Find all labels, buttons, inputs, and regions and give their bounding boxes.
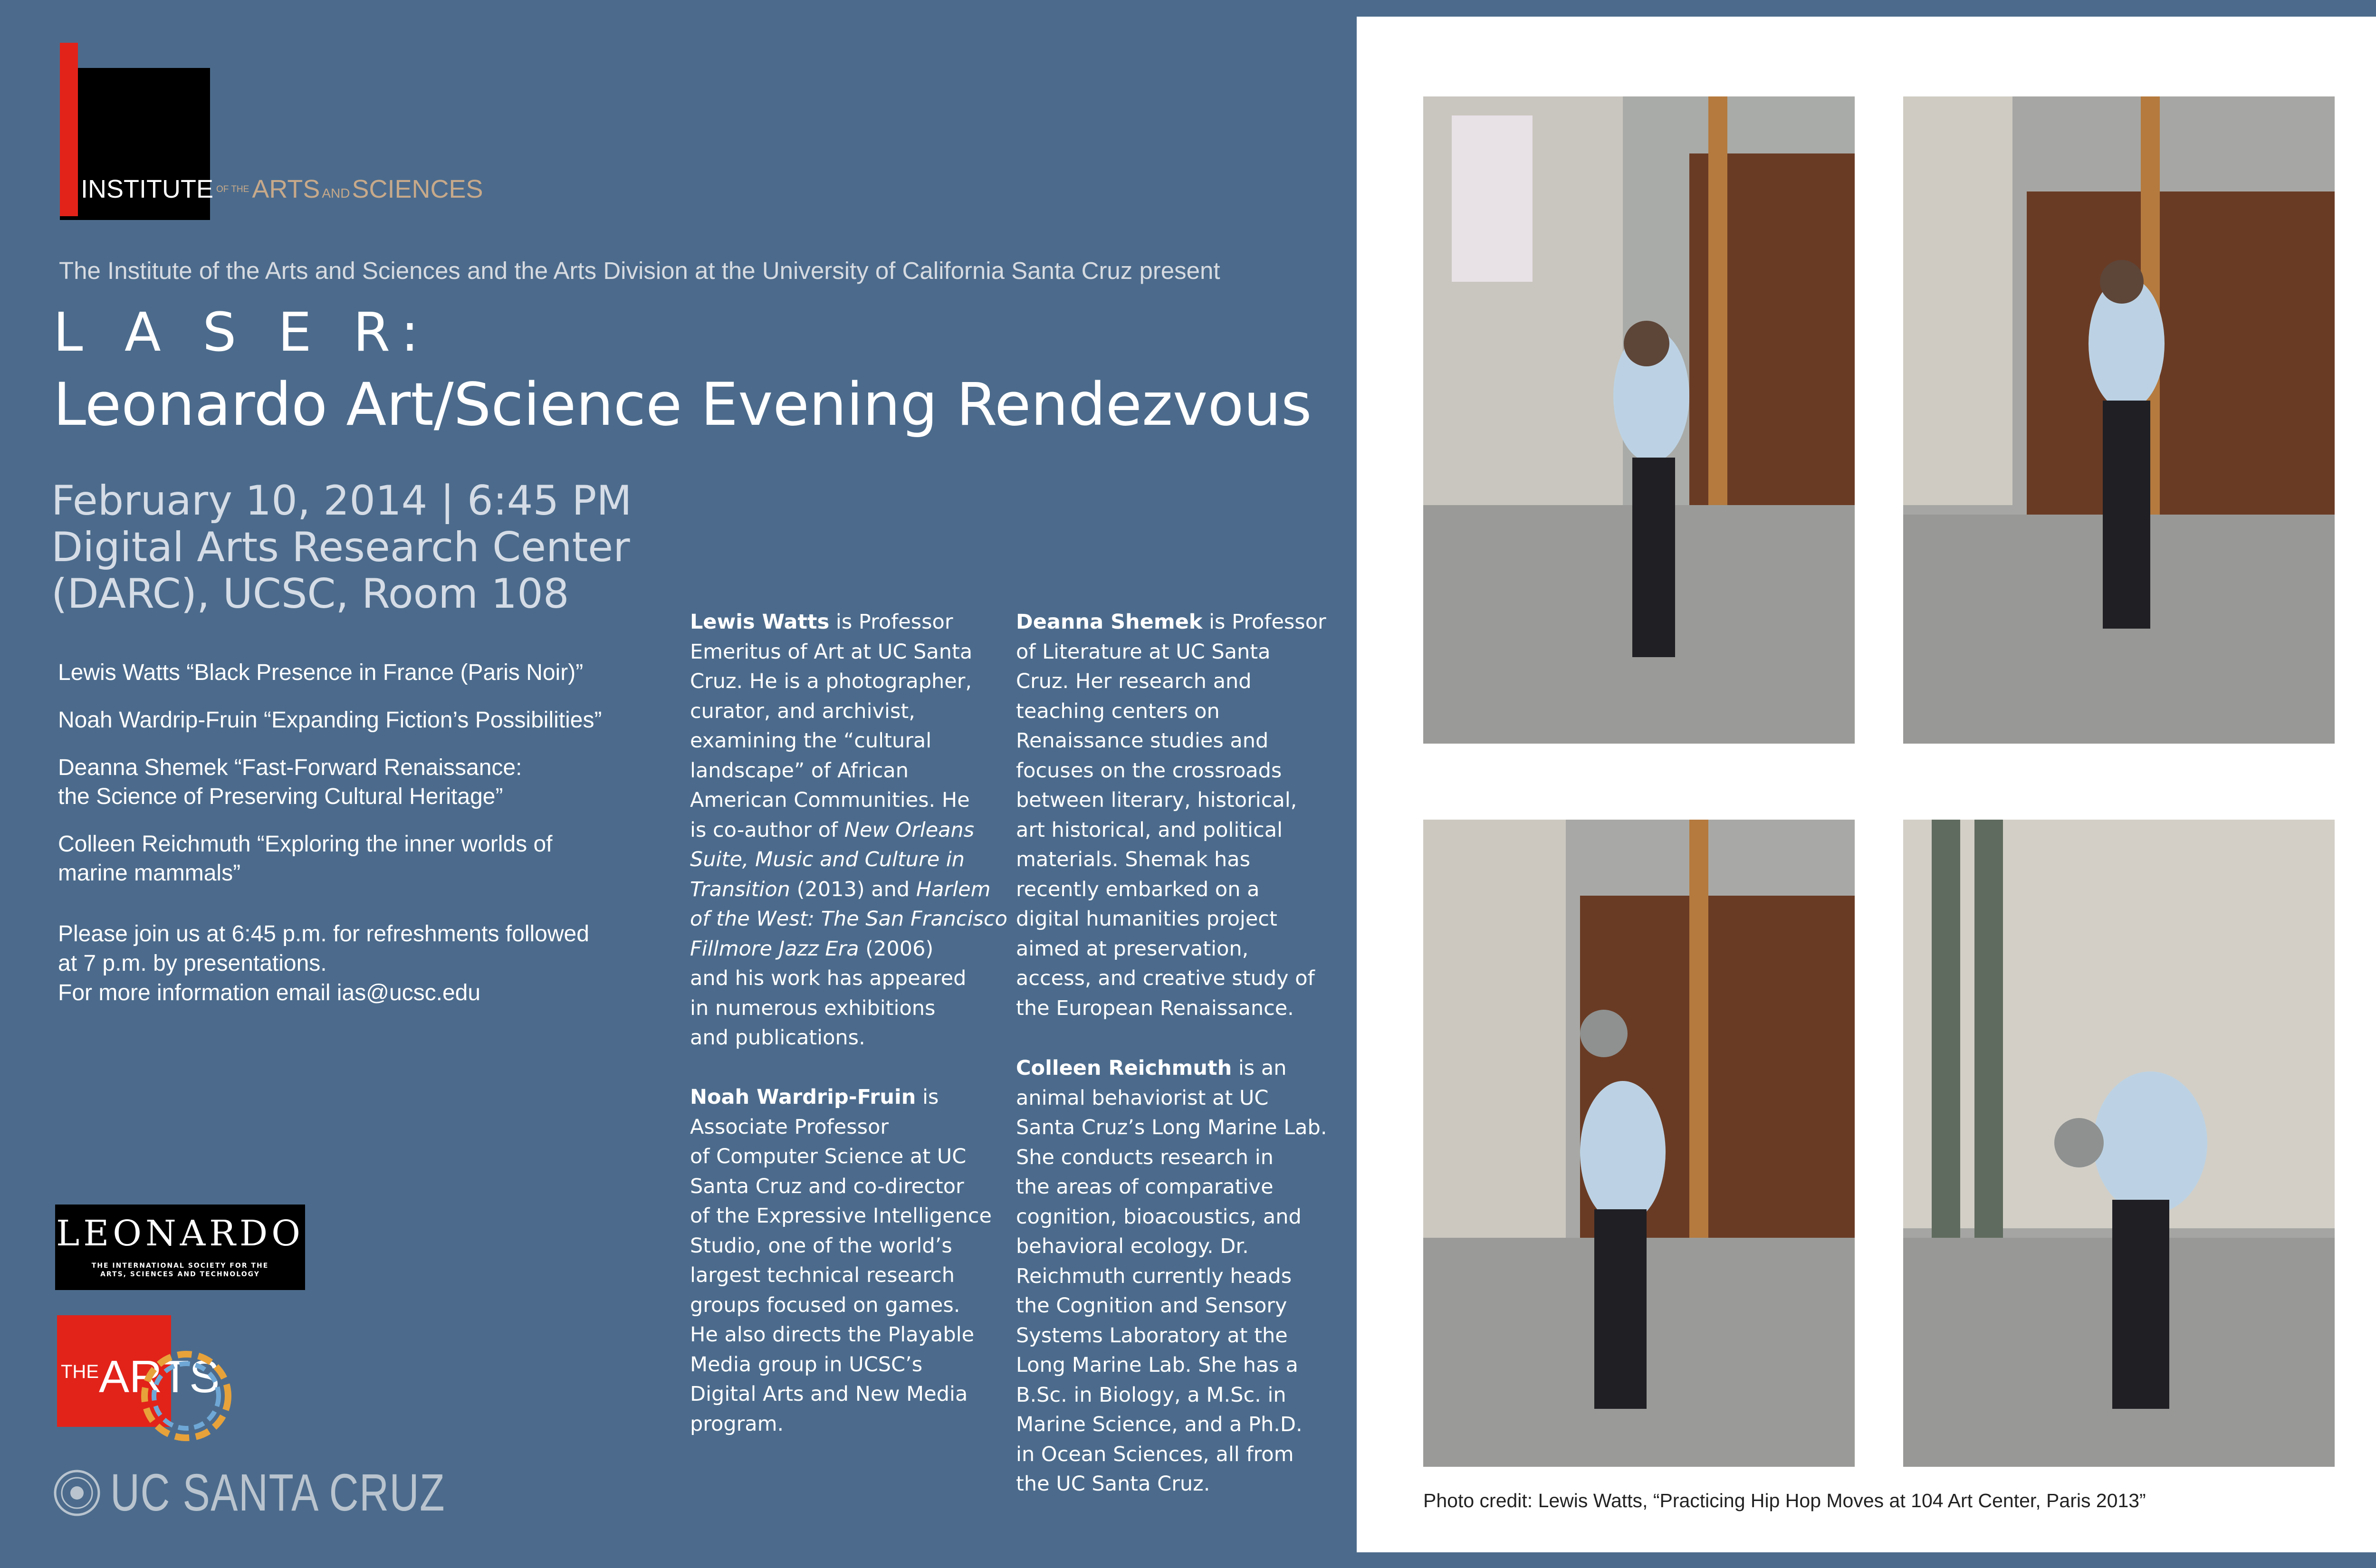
event-info [51,478,632,617]
poster: INSTITUTE OF THE ARTS ANDSCIENCES The Institute of the Arts and Sciences and the Arts Division at the University of California Santa Cruz present L A S E R: Leonardo Art/Science Evening Rendezvous February 10, 2014 | 6:45 PM Digital Arts Research Center (DARC), UCSC, Room 108 Lewis Watts “Black Presence in France (Paris Noir)” Noah Wardrip-Fruin “Expanding Fiction’s Possibilities” Deanna Shemek “Fast-Forward Renaissance: the Science of Preserving Cultural Heritage” Colleen Reichmuth “Exploring the inner worlds of marine mammals” Please join us at 6:45 p.m. for refreshments followed at 7 p.m. by presentations. For more information email ias@ucsc.edu Lewis Watts is Professor Emeritus of Art at UC Santa Cruz. He is a photographer, curator, and archivist, examining the “cultural landscape” of African American Communities. He is co-author of New Orleans Suite, Music and Culture in Transition (2013) and Harlem of the West: The San Francisco Fillmore Jazz Era (2006) and his work has appeared in numerous exhibitions and publications. Noah Wardrip-Fruin is Associate Professor of Computer Science at UC Santa Cruz and co-director of the Expressive Intelligence Studio, one of the world’s largest technical research groups focused on games. He also directs the Playable Media group in UCSC’s Digital Arts and New Media program. Deanna Shemek is Professor of Literature at UC Santa Cruz. Her research and teaching centers on Renaissance studies and focuses on the crossroads between literary, historical, art historical, and political materials. Shemak has recently embarked on a digital humanities project aimed at preservation, access, and creative study of the European Renaissance. Colleen Reichmuth is an animal behaviorist at UC Santa Cruz’s Long Marine Lab. She conducts research in the areas of comparative cognition, bioacoustics, and behavioral ecology. Dr. Reichmuth currently heads the Cognition and Sensory Systems Laboratory at the Long Marine Lab. She has a B.Sc. in Biology, a M.Sc. in Marine Science, and a Ph.D. in Ocean Sciences, all from the UC Santa Cruz. LEONARDO THE INTERNATIONAL SOCIETY FOR THE ARTS, SCIENCES AND TECHNOLOGY $^{THE}$ARTS UC SANTA CRUZ Photo credit: Lewis Watts, “Practicing Hip Hop Moves at 104 Art Center, Paris 2013” [0,0,2376,1568]
presenter-line: The Institute of the Arts and Sciences and the Arts Division at the University of California Santa Cruz present [59,257,1220,284]
talk-reichmuth: Colleen Reichmuth “Exploring the inner worlds of marine mammals” [58,832,553,886]
talk-wardrip-fruin: Noah Wardrip-Fruin “Expanding Fiction’s Possibilities” [58,708,602,733]
leonardo-logo: LEONARDO THE INTERNATIONAL SOCIETY FOR THE ARTS, SCIENCES AND TECHNOLOGY [55,1205,305,1290]
photo-dancer-3 [1423,820,1855,1467]
contact-email-line: For more information email ias@ucsc.edu [58,980,481,1005]
photo-dancer-1 [1423,96,1855,744]
the-arts-logo: $^{THE}$ARTS [57,1315,171,1427]
event-date-time: February 10, 2014 | 6:45 PM [51,477,632,525]
ias-logo-wordmark: INSTITUTE OF THE ARTS ANDSCIENCES [81,175,483,203]
photo-dancer-2 [1903,96,2335,744]
talk-shemek: Deanna Shemek “Fast-Forward Renaissance: the Science of Preserving Cultural Heritage” [58,755,522,809]
bio-lewis-watts: Lewis Watts is Professor Emeritus of Art at UC Santa Cruz. He is a photographer, curator, and archivist, examining the “cultural landscape” of African American Communities. He is co-author of New Orleans Suite, Music and Culture in Transition (2013) and Harlem of the West: The San Francisco Fillmore Jazz Era (2006) and his work has appeared in numerous exhibitions and publications. [690,610,1007,1050]
ias-logo-red-bar [60,43,78,216]
leonardo-tagline: THE INTERNATIONAL SOCIETY FOR THE ARTS, SCIENCES AND TECHNOLOGY [91,1262,269,1278]
photo-panel [1357,17,2376,1552]
photo-dancer-4 [1903,820,2335,1467]
event-venue-line2: (DARC), UCSC, Room 108 [51,570,569,618]
bio-colleen-reichmuth: Colleen Reichmuth is an animal behaviorist at UC Santa Cruz’s Long Marine Lab. She conducts research in the areas of comparative cognition, bioacoustics, and behavioral ecology. Dr. Reichmuth currently heads the Cognition and Sensory Systems Laboratory at the Long Marine Lab. She has a B.Sc. in Biology, a M.Sc. in Marine Science, and a Ph.D. in Ocean Sciences, all from the UC Santa Cruz. [1016,1056,1327,1496]
title-laser: L A S E R: [53,302,431,363]
title-subtitle: Leonardo Art/Science Evening Rendezvous [53,371,1312,439]
talk-watts: Lewis Watts “Black Presence in France (Paris Noir)” [58,660,584,685]
join-info: Please join us at 6:45 p.m. for refreshments followed at 7 p.m. by presentations. For more information email ias@ucsc.edu [58,919,589,1008]
event-venue-line1: Digital Arts Research Center [51,524,630,571]
bio-noah-wardrip-fruin: Noah Wardrip-Fruin is Associate Professor of Computer Science at UC Santa Cruz and co-director of the Expressive Intelligence Studio, one of the world’s largest technical research groups focused on games. He also directs the Playable Media group in UCSC’s Digital Arts and New Media program. [690,1085,992,1436]
ucsc-seal-icon [53,1469,101,1517]
bio-deanna-shemek: Deanna Shemek is Professor of Literature at UC Santa Cruz. Her research and teaching centers on Renaissance studies and focuses on the crossroads between literary, historical, art historical, and political materials. Shemak has recently embarked on a digital humanities project aimed at preservation, access, and creative study of the European Renaissance. [1016,610,1326,1020]
arts-circle-mark [134,1344,239,1448]
photo-credit: Photo credit: Lewis Watts, “Practicing Hip Hop Moves at 104 Art Center, Paris 2013” [1423,1490,2146,1511]
